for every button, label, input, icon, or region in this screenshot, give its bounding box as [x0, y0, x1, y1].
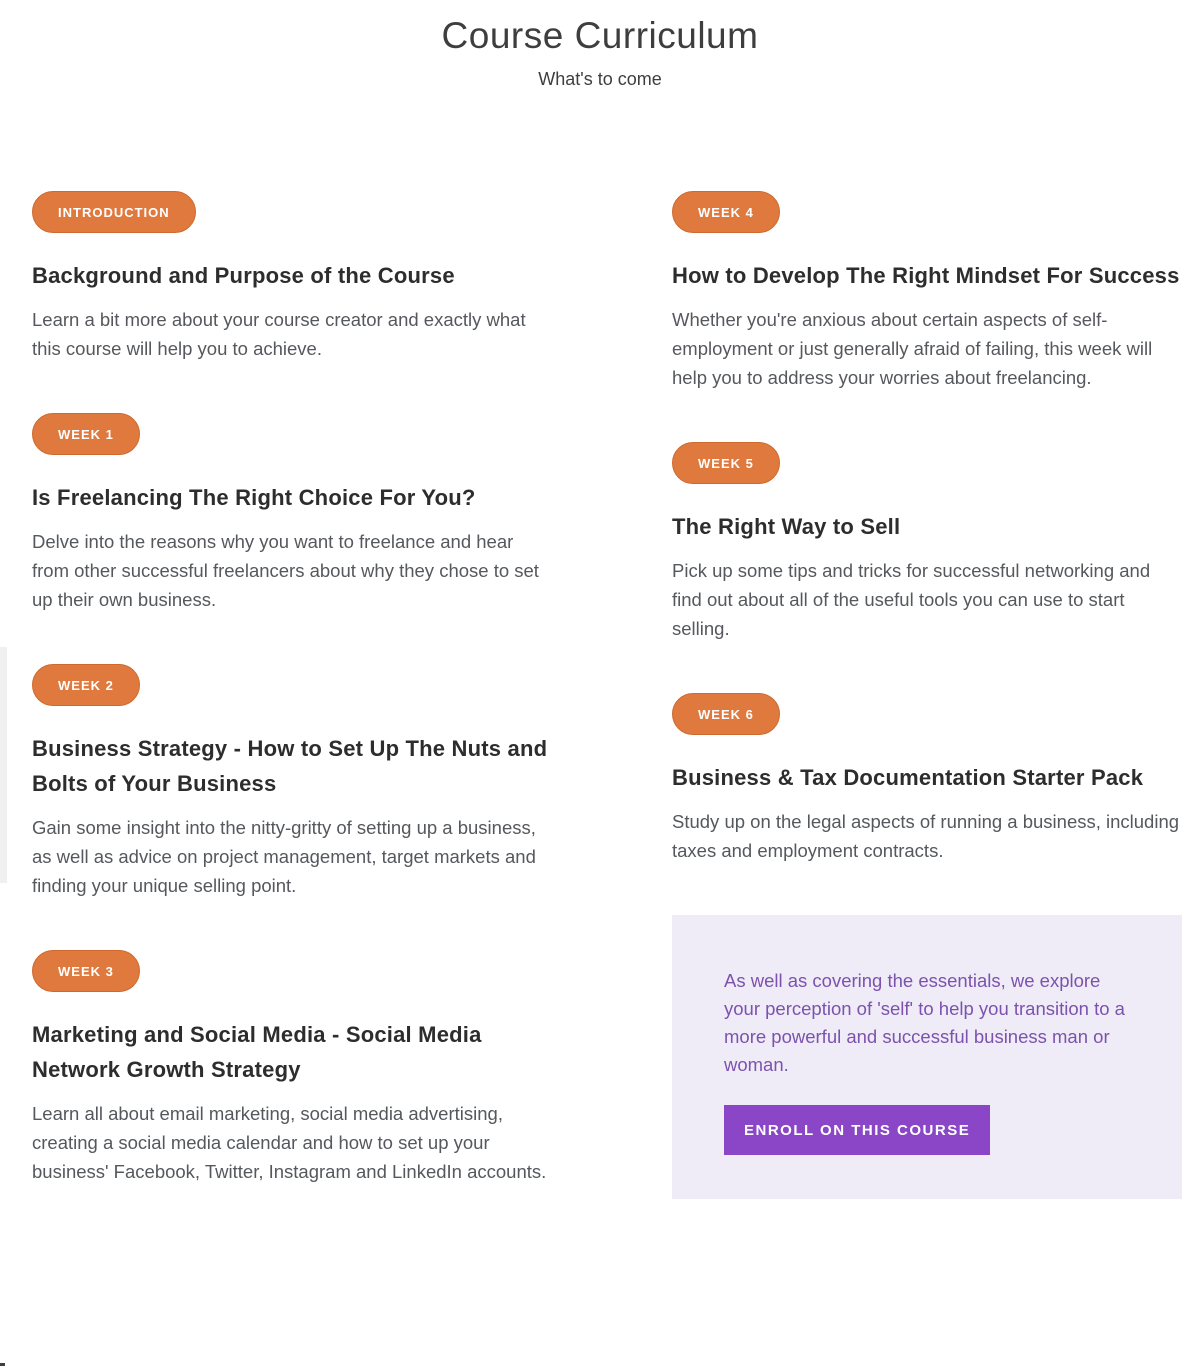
- section-week-2: [32, 664, 552, 900]
- badge-week-5: WEEK 5: [672, 442, 780, 484]
- right-column: [672, 191, 1182, 1236]
- enroll-button[interactable]: ENROLL ON THIS COURSE: [724, 1105, 990, 1155]
- left-column: [32, 191, 552, 1236]
- badge-introduction: INTRODUCTION: [32, 191, 196, 233]
- section-description: Delve into the reasons why you want to freelance and hear from other successful freelancers about why they chose to set up their own business.: [32, 531, 539, 611]
- cta-text: As well as covering the essentials, we explore your perception of 'self' to help you transition to a more powerful and successful business man or woman.: [724, 970, 1125, 1076]
- page-title: Course Curriculum: [441, 15, 759, 56]
- badge-week-6: WEEK 6: [672, 693, 780, 735]
- section-title: How to Develop The Right Mindset For Success: [672, 263, 1180, 289]
- page-header: [0, 0, 1200, 90]
- page-subtitle: What's to come: [538, 69, 662, 90]
- section-description: Whether you're anxious about certain aspects of self-employment or just generally afraid of failing, this week will help you to address your worries about freelancing.: [672, 309, 1153, 389]
- section-title: Is Freelancing The Right Choice For You?: [32, 485, 476, 511]
- badge-week-1: WEEK 1: [32, 413, 140, 455]
- section-week-3: [32, 950, 552, 1186]
- enroll-cta-box: [672, 915, 1182, 1199]
- badge-week-4: WEEK 4: [672, 191, 780, 233]
- badge-week-2: WEEK 2: [32, 664, 140, 706]
- section-description: Learn a bit more about your course creator and exactly what this course will help you to achieve.: [32, 309, 526, 360]
- badge-week-3: WEEK 3: [32, 950, 140, 992]
- section-title: Business & Tax Documentation Starter Pack: [672, 765, 1144, 791]
- section-week-6: [672, 693, 1182, 865]
- section-title: Marketing and Social Media - Social Media Network Growth Strategy: [32, 1022, 482, 1083]
- section-week-5: [672, 442, 1182, 643]
- section-description: Study up on the legal aspects of running a business, including taxes and employment contracts.: [672, 811, 1180, 862]
- section-week-4: [672, 191, 1182, 392]
- left-edge-artifact: [0, 647, 7, 883]
- section-week-1: [32, 413, 552, 614]
- curriculum-columns: [0, 191, 1200, 1236]
- section-description: Pick up some tips and tricks for successful networking and find out about all of the useful tools you can use to start selling.: [672, 560, 1151, 640]
- section-title: Business Strategy - How to Set Up The Nuts and Bolts of Your Business: [32, 736, 548, 797]
- section-title: The Right Way to Sell: [672, 514, 901, 540]
- section-description: Learn all about email marketing, social media advertising, creating a social media calendar and how to set up your business' Facebook, Twitter, Instagram and LinkedIn accounts.: [32, 1103, 547, 1183]
- section-description: Gain some insight into the nitty-gritty of setting up a business, as well as advice on project management, target markets and finding your unique selling point.: [32, 817, 536, 897]
- section-title: Background and Purpose of the Course: [32, 263, 455, 289]
- section-introduction: [32, 191, 552, 363]
